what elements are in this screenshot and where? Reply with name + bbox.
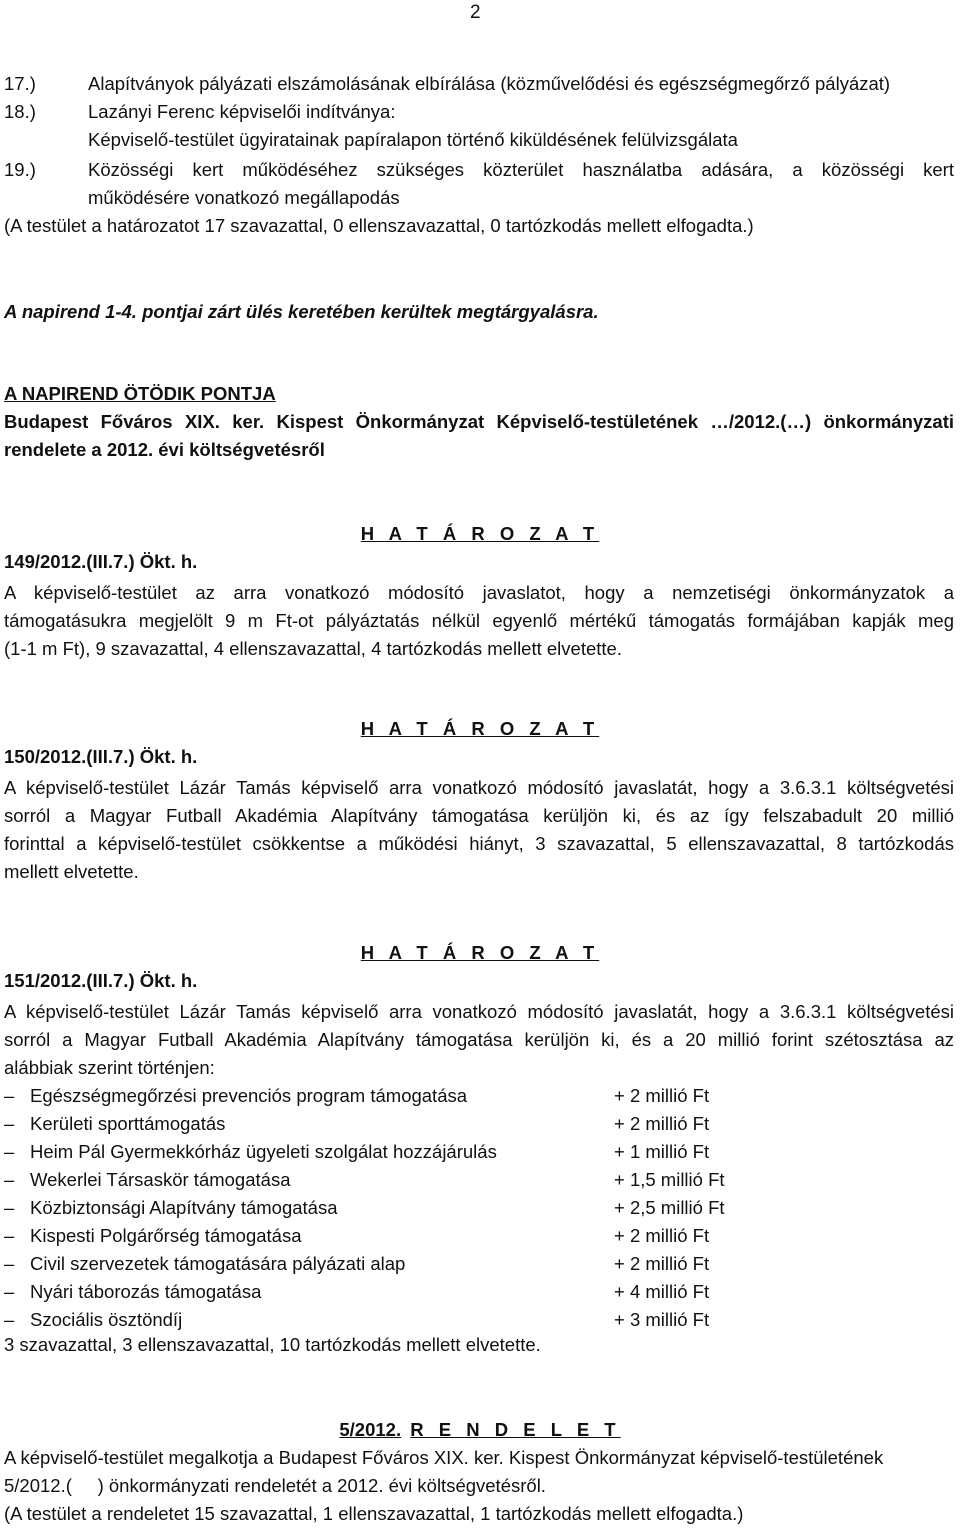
resolution-line: sorról a Magyar Futball Akadémia Alapítvány támogatása kerüljön ki, és az így felszabadult 20 millió <box>4 805 954 826</box>
list-dash: – <box>4 1225 15 1246</box>
allocation-label: Kispesti Polgárőrség támogatása <box>30 1225 302 1246</box>
resolution-line: (1-1 m Ft), 9 szavazattal, 4 ellenszavazattal, 4 tartózkodás mellett elvetette. <box>4 638 622 659</box>
resolution-line: A képviselő-testület Lázár Tamás képviselő arra vonatkozó módosító javaslatát, hogy a 3.6.3.1 költségvetési <box>4 777 954 798</box>
agenda-heading: A NAPIREND ÖTÖDIK PONTJA <box>4 383 276 404</box>
resolution-number-text: 149/2012.(III.7.) Ökt. h. <box>4 551 198 572</box>
list-dash: – <box>4 1197 15 1218</box>
resolution-heading: H A T Á R O Z A T <box>360 942 600 963</box>
allocation-amount: + 2 millió Ft <box>614 1253 710 1274</box>
page-number: 2 <box>470 2 481 23</box>
allocation-row <box>4 1082 764 1110</box>
list-dash: – <box>4 1281 15 1302</box>
list-dash: – <box>4 1309 15 1330</box>
resolution-line: alábbiak szerint történjen: <box>4 1057 215 1078</box>
allocation-label: Kerületi sporttámogatás <box>30 1113 226 1134</box>
allocation-amount: + 4 millió Ft <box>614 1281 710 1302</box>
resolution-line: forinttal a képviselő-testület csökkentse a működési hiányt, 3 szavazattal, 5 ellenszavazattal, 8 tartózkodás <box>4 833 954 854</box>
allocation-amount: + 1,5 millió Ft <box>614 1169 725 1190</box>
allocation-row <box>4 1222 764 1250</box>
agenda-item-text: működésére vonatkozó megállapodás <box>88 187 400 208</box>
resolution-number <box>4 970 956 992</box>
allocation-label: Közbiztonsági Alapítvány támogatása <box>30 1197 338 1218</box>
agenda-item-text: Lazányi Ferenc képviselői indítványa: <box>88 101 396 122</box>
allocation-label: Heim Pál Gyermekkórház ügyeleti szolgálat hozzájárulás <box>30 1141 497 1162</box>
allocation-list <box>4 1082 764 1334</box>
resolution-line: A képviselő-testület Lázár Tamás képviselő arra vonatkozó módosító javaslatát, hogy a 3.6.3.1 költségvetési <box>4 1001 954 1022</box>
list-dash: – <box>4 1253 15 1274</box>
agenda-item-number: 19.) <box>4 159 36 180</box>
agenda-item-text: Közösségi kert működéséhez szükséges közterület használatba adására, a közösségi kert <box>88 159 954 180</box>
allocation-row <box>4 1278 764 1306</box>
allocation-amount: + 2,5 millió Ft <box>614 1197 725 1218</box>
resolution-line: mellett elvetette. <box>4 861 139 882</box>
resolution-line: sorról a Magyar Futball Akadémia Alapítvány támogatása kerüljön ki, és a 20 millió forint szétosztása az <box>4 1029 954 1050</box>
resolution-line: A képviselő-testület az arra vonatkozó módosító javaslatot, hogy a nemzetiségi önkormányzatok a <box>4 582 954 603</box>
resolution-heading: H A T Á R O Z A T <box>360 523 600 544</box>
resolution-body <box>4 998 954 1082</box>
resolution-number <box>4 551 956 573</box>
allocation-row <box>4 1194 764 1222</box>
resolution-vote: 3 szavazattal, 3 ellenszavazattal, 10 tartózkodás mellett elvetette. <box>4 1334 541 1355</box>
agenda-item-number: 18.) <box>4 101 36 122</box>
resolution-body <box>4 579 954 663</box>
list-dash: – <box>4 1085 15 1106</box>
resolution-heading: H A T Á R O Z A T <box>360 718 600 739</box>
resolution-number-text: 151/2012.(III.7.) Ökt. h. <box>4 970 198 991</box>
agenda-item-text: Képviselő-testület ügyiratainak papíralapon történő kiküldésének felülvizsgálata <box>88 129 738 150</box>
decree-text: 5/2012.( ) önkormányzati rendeletét a 2012. évi költségvetésről. <box>4 1475 546 1496</box>
allocation-amount: + 1 millió Ft <box>614 1141 710 1162</box>
decree-vote-note: (A testület a rendeletet 15 szavazattal, 1 ellenszavazattal, 1 tartózkodás mellett elfogadta.) <box>4 1503 744 1524</box>
agenda-item-number: 17.) <box>4 73 36 94</box>
allocation-row <box>4 1166 764 1194</box>
resolution-line: támogatásukra megjelölt 9 m Ft-ot pályáztatás nélkül egyenlő mértékű támogatás formájában kapják meg <box>4 610 954 631</box>
list-dash: – <box>4 1141 15 1162</box>
allocation-row <box>4 1306 764 1334</box>
decree-heading <box>0 1419 960 1441</box>
allocation-label: Egészségmegőrzési prevenciós program támogatása <box>30 1085 468 1106</box>
decree-title: R E N D E L E T <box>410 1419 621 1440</box>
resolution-number <box>4 746 956 768</box>
agenda-item-text: Alapítványok pályázati elszámolásának elbírálása (közművelődési és egészségmegőrző pályázat) <box>88 73 891 94</box>
agenda-title: Budapest Főváros XIX. ker. Kispest Önkormányzat Képviselő-testületének …/2012.(…) önkormányzati <box>4 411 954 432</box>
allocation-label: Szociális ösztöndíj <box>30 1309 183 1330</box>
allocation-label: Nyári táborozás támogatása <box>30 1281 262 1302</box>
allocation-label: Civil szervezetek támogatására pályázati alap <box>30 1253 406 1274</box>
decree-text: A képviselő-testület megalkotja a Budapest Főváros XIX. ker. Kispest Önkormányzat képviselő-testületének <box>4 1447 884 1468</box>
allocation-label: Wekerlei Társaskör támogatása <box>30 1169 291 1190</box>
allocation-row <box>4 1250 764 1278</box>
list-dash: – <box>4 1113 15 1134</box>
list-dash: – <box>4 1169 15 1190</box>
resolution-body <box>4 774 954 886</box>
allocation-row <box>4 1110 764 1138</box>
closed-session-note: A napirend 1-4. pontjai zárt ülés keretében kerültek megtárgyalásra. <box>4 301 599 322</box>
allocation-amount: + 2 millió Ft <box>614 1085 710 1106</box>
resolution-number-text: 150/2012.(III.7.) Ökt. h. <box>4 746 198 767</box>
allocation-amount: + 2 millió Ft <box>614 1225 710 1246</box>
decree-number: 5/2012. <box>339 1419 402 1440</box>
allocation-amount: + 2 millió Ft <box>614 1113 710 1134</box>
allocation-amount: + 3 millió Ft <box>614 1309 710 1330</box>
agenda-title: rendelete a 2012. évi költségvetésről <box>4 439 325 460</box>
vote-note: (A testület a határozatot 17 szavazattal, 0 ellenszavazattal, 0 tartózkodás mellett elfogadta.) <box>4 215 754 236</box>
allocation-row <box>4 1138 764 1166</box>
